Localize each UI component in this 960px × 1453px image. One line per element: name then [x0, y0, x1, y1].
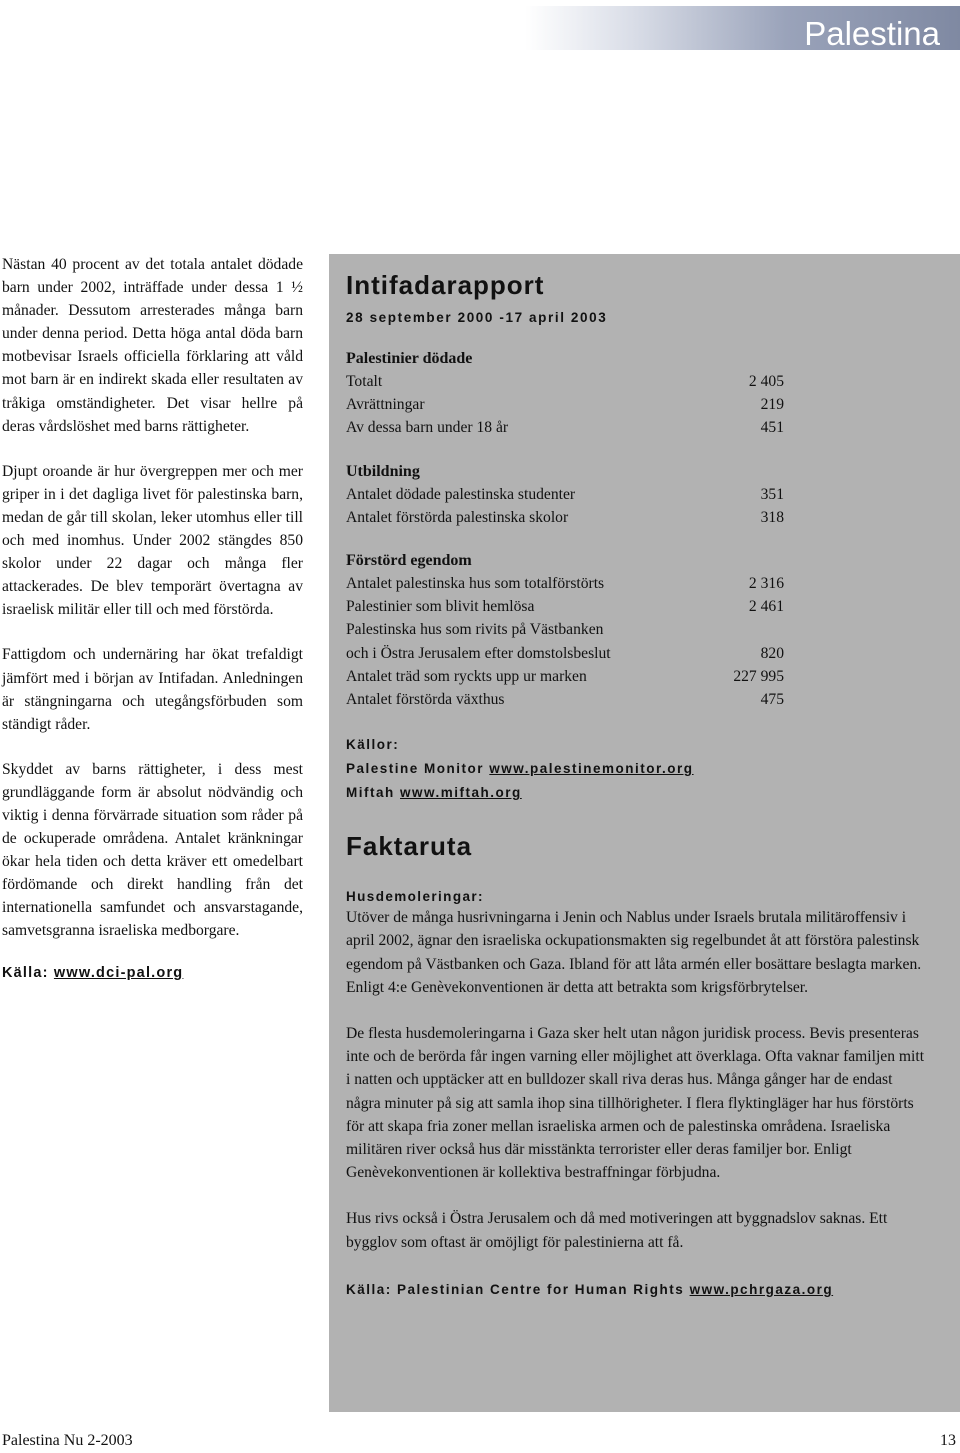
stat-label: Avrättningar [346, 396, 425, 414]
stat-value: 451 [760, 419, 784, 437]
stats-property [346, 549, 784, 711]
miftah-link[interactable]: www.miftah.org [400, 785, 522, 801]
stat-label: Av dessa barn under 18 år [346, 419, 509, 437]
stat-label: Antalet palestinska hus som totalförstörts [346, 575, 605, 593]
intifada-report-box [329, 254, 960, 1412]
stat-label: och i Östra Jerusalem efter domstolsbeslut [346, 644, 611, 662]
page-section-title: Palestina [804, 15, 940, 52]
footer-publication: Palestina Nu 2-2003 [2, 1432, 133, 1449]
stat-label: Antalet dödade palestinska studenter [346, 485, 576, 503]
stat-label: Totalt [346, 373, 383, 390]
stat-value: 318 [760, 508, 784, 526]
stat-row [346, 370, 784, 393]
stat-value: 351 [760, 485, 784, 503]
source-miftah [346, 781, 926, 805]
stats-education [346, 460, 784, 529]
fact-paragraph: Utöver de många husrivningarna i Jenin och Nablus under Israels brutala militäroffensiv i april 2002, ägnar den israeliska ockupationsmakten sig regelbundet åt att förstöra palestinsk egendom på Västbanken och Gaza. Ibland för att låta armén eller bosättare beslagta marken. Enligt 4:e Genèvekonventionen är detta att betrakta som krigsförbrytelser. [346, 909, 922, 996]
stat-label: Antalet förstörda palestinska skolor [346, 508, 569, 526]
report-date-range: 28 september 2000 -17 april 2003 [346, 310, 608, 325]
source-palestine-monitor [346, 757, 926, 781]
stat-row [346, 665, 784, 688]
stat-row [346, 393, 784, 416]
palestinemonitor-link[interactable]: www.palestinemonitor.org [489, 761, 694, 777]
report-title: Intifadarapport [346, 270, 545, 300]
fact-box-title: Faktaruta [346, 831, 473, 862]
stat-row [346, 642, 784, 665]
stat-value: 475 [760, 691, 784, 709]
stats-killed [346, 347, 784, 440]
stat-row [346, 483, 784, 506]
report-sources [346, 733, 926, 805]
stat-label: Palestinska hus som rivits på Västbanken [346, 621, 604, 639]
stat-row [346, 572, 784, 595]
stat-heading: Utbildning [346, 462, 420, 480]
stat-row [346, 506, 784, 529]
footer-page-number: 13 [940, 1432, 956, 1449]
source-label: Palestine Monitor [346, 761, 490, 777]
pchrgaza-link[interactable]: www.pchrgaza.org [689, 1281, 834, 1297]
left-source-label: Källa: [2, 964, 54, 981]
stat-label: Antalet träd som ryckts upp ur marken [346, 667, 587, 685]
body-paragraph: Skyddet av barns rättigheter, i dess mest grundläggande form är absolut nödvändig och viktig i denna förvärrade situation som råder på de ockuperade områdena. Antalet kränkningar ökar hela tiden och detta kräver ett omedelbart fördömande och direkt handling från det internationella samfundet och ansvarstagande, samvetsgranna israeliska medborgare. [2, 760, 303, 940]
body-paragraph: Nästan 40 procent av det totala antalet dödade barn under 2002, inträffade under dessa 1 ½ månader. Dessutom arresterades många barn under denna period. Detta höga antal döda barn motbevisar Israels officiella förklaring att våld mot barn är en indirekt skada eller resultaten av tråkiga omständigheter. Det visar hellre på deras vårdslöshet med barns rättigheter. [2, 256, 303, 435]
header-band [525, 6, 960, 50]
stat-value: 2 316 [748, 575, 784, 593]
stat-heading: Förstörd egendom [346, 552, 472, 570]
fact-box-source [346, 1282, 926, 1297]
left-source [2, 965, 303, 981]
stat-value: 2 461 [748, 598, 784, 616]
body-paragraph: Djupt oroande är hur övergreppen mer och mer griper in i det dagliga livet för palestinska barn, medan de går till skolan, leker utomhus eller till och med inomhus. Under 2002 stängdes 850 skolor under 22 dagar och många fler attackerades. De blev temporärt övertagna av israelisk militär eller till och med förstörda. [2, 462, 303, 619]
stat-row [346, 618, 784, 641]
fact-source-label: Källa: Palestinian Centre for Human Rights [346, 1281, 690, 1297]
stat-row [346, 688, 784, 711]
stat-heading: Palestinier dödade [346, 350, 473, 367]
fact-box-label: Husdemoleringar: [346, 889, 484, 905]
source-label: Miftah [346, 785, 400, 801]
dci-pal-link[interactable]: www.dci-pal.org [53, 964, 184, 981]
stat-value: 820 [760, 644, 784, 662]
body-paragraph: Fattigdom och undernäring har ökat trefaldigt jämfört med i början av Intifadan. Anledningen är stängningarna och utegångsförbuden som ständigt råder. [2, 646, 303, 733]
stat-row [346, 595, 784, 618]
stat-value: 227 995 [733, 667, 784, 685]
sources-heading: Källor: [346, 737, 400, 753]
stat-label: Palestinier som blivit hemlösa [346, 598, 535, 616]
stat-row [346, 416, 784, 439]
fact-paragraph: De flesta husdemoleringarna i Gaza sker helt utan någon juridisk process. Bevis presenteras inte och de berörda får ingen varning eller möjlighet att överklaga. Ofta vaknar familjen mitt i natten och upptäcker att en bulldozer skall riva deras hus. Många gånger har de endast några minuter på sig att samla ihop sina tillhörigheter. I flera flyktingläger har hus förstörts för att skapa fria zoner mellan israeliska armen och de palestinska områdena. Israeliska militären river också hus där misstänkta terrorister eller deras familjer bor. Enligt Genèvekonventionen är kollektiva bestraffningar förbjudna. [346, 1025, 925, 1182]
left-column [2, 253, 303, 981]
stat-value: 219 [760, 396, 784, 414]
stat-label: Antalet förstörda växthus [346, 691, 505, 709]
fact-paragraph: Hus rivs också i Östra Jerusalem och då med motiveringen att byggnadslov saknas. Ett bygglov som oftast är omöjligt för palestinierna att få. [346, 1210, 888, 1251]
stat-value: 2 405 [748, 373, 784, 390]
